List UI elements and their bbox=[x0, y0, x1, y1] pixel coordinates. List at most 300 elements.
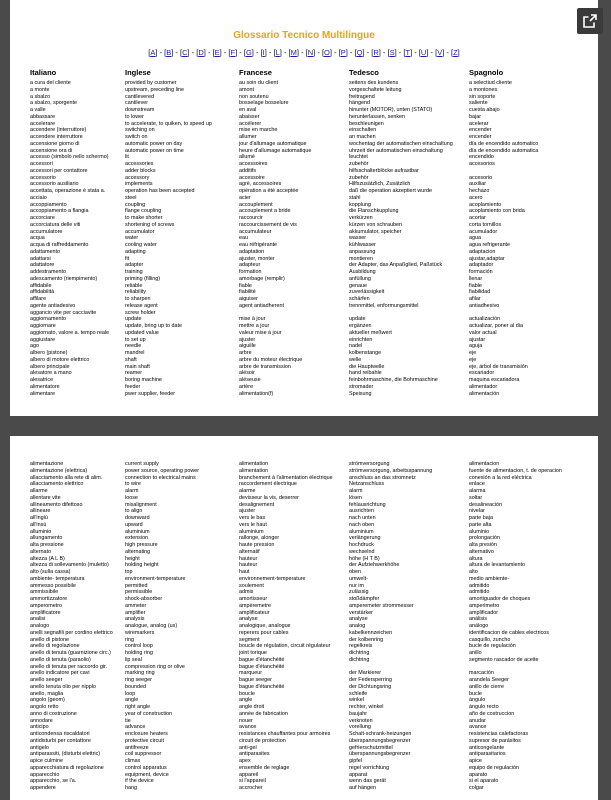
term-row: hängend bbox=[349, 100, 370, 107]
term-row: trennmittel, enformungsmittel bbox=[349, 302, 419, 309]
term-row: segmento rascador de aceite bbox=[469, 656, 539, 663]
french-column bbox=[239, 68, 352, 397]
term-row: marcación bbox=[469, 670, 494, 677]
term-row: hauteur bbox=[239, 562, 258, 569]
term-row: analyse bbox=[349, 616, 368, 623]
term-row: anello di regolazione bbox=[30, 643, 80, 650]
term-row: acoplamiento con brida bbox=[469, 208, 525, 215]
term-row: freitragend bbox=[349, 93, 375, 100]
term-row: upstream, preceding line bbox=[125, 86, 185, 93]
alphabet-link-b[interactable]: B bbox=[166, 48, 172, 57]
alphabet-link-o[interactable]: O bbox=[324, 48, 330, 57]
term-row: amperemeter strommesser bbox=[349, 602, 414, 609]
term-row: antidisturbi per contattore bbox=[30, 737, 91, 744]
term-row: ausrichten bbox=[349, 508, 374, 515]
term-row: accélerer bbox=[239, 120, 262, 127]
term-row: colgar bbox=[469, 785, 484, 791]
term-row: training bbox=[125, 269, 143, 275]
term-row: ammissibile bbox=[30, 589, 59, 596]
term-row: verkürzen bbox=[349, 215, 373, 221]
term-row: reliable bbox=[125, 282, 143, 289]
term-row: anello, maglia bbox=[30, 690, 64, 697]
column-header-inglese: Inglese bbox=[125, 68, 151, 77]
term-row: admitido bbox=[469, 589, 490, 596]
term-row: fiabilité bbox=[239, 289, 256, 296]
term-row: der Markierer bbox=[349, 670, 382, 677]
term-row: verknoten bbox=[349, 717, 373, 724]
term-row: accettata, operazione è stata a. bbox=[30, 188, 106, 194]
term-row: ring seeger bbox=[125, 677, 152, 683]
term-row: aguja bbox=[469, 343, 483, 350]
term-row: bucle de regulación bbox=[469, 643, 516, 650]
term-row: shaft bbox=[125, 356, 137, 363]
term-row: angle bbox=[125, 697, 139, 704]
term-row: enclosure heaters bbox=[125, 731, 168, 737]
term-row: accorciare bbox=[30, 215, 55, 221]
term-row: accorciatura delle viti bbox=[30, 221, 81, 228]
term-row: heure d'allumage automatique bbox=[239, 147, 312, 154]
term-row: agrè, accessoires bbox=[239, 181, 282, 188]
term-row: wochentag der automatischen einschaltung bbox=[349, 140, 453, 147]
term-row: corta tornillos bbox=[469, 221, 502, 228]
term-row: anello seeger bbox=[30, 677, 63, 683]
term-row: amperometro bbox=[30, 602, 63, 609]
alphabet-link-f[interactable]: F bbox=[230, 48, 236, 57]
term-row: wenn das gerät bbox=[349, 778, 386, 785]
term-row: pwer supplier, feeder bbox=[125, 390, 176, 397]
term-row: mettre a jour bbox=[239, 323, 270, 329]
alphabet-link-z[interactable]: Z bbox=[453, 48, 458, 57]
spanish-terms-p2 bbox=[469, 461, 581, 792]
term-row: tie bbox=[125, 717, 131, 724]
term-row: anfüllung bbox=[349, 275, 371, 282]
term-row: alesatrice bbox=[30, 377, 54, 383]
term-row: casquillo, zuncho bbox=[469, 636, 511, 643]
term-row: acqua di raffreddamento bbox=[30, 242, 89, 248]
term-row: extension bbox=[125, 535, 149, 542]
term-row: bajar bbox=[469, 113, 481, 120]
term-row: analogo bbox=[30, 623, 50, 629]
term-row: advance bbox=[125, 724, 146, 731]
term-row: accessories bbox=[125, 161, 154, 167]
term-row: actualización bbox=[469, 316, 501, 323]
term-row: allumer bbox=[239, 134, 257, 140]
term-row: antiparasites bbox=[239, 751, 270, 758]
alphabet-link-v[interactable]: V bbox=[437, 48, 443, 57]
alphabet-separator: - bbox=[298, 48, 306, 57]
alphabet-link-i[interactable]: I bbox=[262, 48, 265, 57]
term-row: accessorio ausiliario bbox=[30, 181, 79, 188]
term-row: adapteur bbox=[239, 262, 261, 269]
term-row: aléseuse bbox=[239, 377, 261, 383]
term-row: altezza (A L B) bbox=[30, 555, 65, 562]
term-row: adder blocks bbox=[125, 167, 156, 174]
term-row: alesatore a mano bbox=[30, 370, 72, 377]
term-row: dichtring bbox=[349, 650, 370, 656]
term-row: antiparassiti, (disturbi elettric) bbox=[30, 751, 101, 758]
term-row: automatic power on day bbox=[125, 140, 183, 147]
term-row: automatic power on time bbox=[125, 147, 184, 154]
term-row: ammeter bbox=[125, 602, 147, 609]
term-row: nadel bbox=[349, 343, 363, 350]
alphabet-link-g[interactable]: G bbox=[245, 48, 252, 57]
term-row: nach oben bbox=[349, 521, 375, 528]
term-row: ajuster bbox=[239, 336, 256, 343]
alphabet-link-n[interactable]: N bbox=[307, 48, 314, 57]
term-row: albero (pistone) bbox=[30, 350, 68, 356]
term-row: stahl bbox=[349, 194, 361, 201]
alphabet-link-p[interactable]: P bbox=[340, 48, 346, 57]
alphabet-separator: - bbox=[315, 48, 322, 57]
term-row: análisis bbox=[469, 616, 487, 623]
term-row: hang bbox=[125, 785, 137, 791]
term-row: alimentatore bbox=[30, 383, 60, 390]
term-row: anillo de cierre bbox=[469, 683, 505, 690]
term-row: switching on bbox=[125, 127, 155, 134]
term-row: adaptacion bbox=[469, 248, 496, 255]
term-row: llenar bbox=[469, 275, 483, 282]
term-row: equipo de regulación bbox=[469, 764, 520, 771]
term-row: joint torique bbox=[239, 650, 267, 656]
term-row: ángulo recto bbox=[469, 704, 499, 710]
term-row: adattatore bbox=[30, 262, 55, 269]
term-row: fuente de alimentacion, t. de operacion bbox=[469, 467, 562, 474]
term-row: ammortizzatore bbox=[30, 596, 68, 602]
term-row: der Aufziehwerkhöhe bbox=[349, 562, 400, 569]
term-row: acier bbox=[239, 194, 251, 201]
term-row: accensione giorno di bbox=[30, 140, 80, 147]
term-row: altezza di sollevamento (muletto) bbox=[30, 562, 109, 569]
term-row: arbre bbox=[239, 350, 252, 356]
term-row: anschluss an das stromnetz bbox=[349, 474, 416, 481]
term-row: alternativo bbox=[469, 548, 494, 555]
alphabet-separator: - bbox=[396, 48, 404, 57]
term-row: eje bbox=[469, 350, 477, 356]
alphabet-separator: - bbox=[444, 48, 451, 57]
alphabet-link-q[interactable]: Q bbox=[356, 48, 363, 57]
term-row: alimentación bbox=[469, 390, 500, 397]
term-row: acortar bbox=[469, 215, 486, 221]
term-row: apparat bbox=[349, 771, 368, 778]
term-row: formation bbox=[239, 269, 262, 275]
alphabet-link-a[interactable]: A bbox=[150, 48, 156, 57]
term-row: ring bbox=[125, 636, 134, 643]
term-row: anpassung bbox=[349, 248, 376, 255]
term-row: stoßdämpfer bbox=[349, 596, 380, 602]
term-row: agua refrigerante bbox=[469, 242, 511, 248]
alphabet-link-c[interactable]: C bbox=[182, 48, 188, 57]
term-row: alimentation(f) bbox=[239, 390, 274, 397]
term-row: anelli segnafili per cordino elettrico bbox=[30, 629, 113, 636]
term-row: accelerare bbox=[30, 120, 56, 127]
term-row: a monte bbox=[30, 86, 50, 93]
term-row: altura de levantamiento bbox=[469, 562, 526, 569]
term-row: höhe (H T B) bbox=[349, 555, 380, 562]
term-row: genaue bbox=[349, 282, 367, 289]
term-row: update bbox=[125, 316, 142, 323]
italian-terms bbox=[30, 80, 134, 397]
term-row: aparato bbox=[469, 771, 488, 778]
term-row: día de encendido automatico bbox=[469, 140, 539, 147]
term-row: update bbox=[349, 316, 366, 323]
term-row: adattarsi bbox=[30, 255, 51, 262]
term-row: vorgeschaltete leitung bbox=[349, 86, 402, 93]
term-row: sin soporte bbox=[469, 93, 496, 100]
term-row: angle droit bbox=[239, 704, 265, 710]
term-row: vers le bas bbox=[239, 515, 266, 521]
alphabet-link-u[interactable]: U bbox=[420, 48, 427, 57]
alphabet-separator: - bbox=[205, 48, 213, 57]
term-row: alta pressione bbox=[30, 542, 64, 548]
term-row: nivelar bbox=[469, 508, 485, 515]
term-row: kolbenstange bbox=[349, 350, 382, 356]
term-row: schleife bbox=[349, 690, 368, 697]
term-row: release agent bbox=[125, 302, 158, 309]
term-row: bague seeger bbox=[239, 677, 272, 683]
term-row: equipment, device bbox=[125, 771, 169, 778]
term-row: albero di motore elettrico bbox=[30, 356, 90, 363]
term-row: anello di tenuta per raccordo gir. bbox=[30, 663, 108, 670]
term-row: alimentare bbox=[30, 390, 56, 397]
term-row: rechter, winkel bbox=[349, 704, 384, 710]
term-row: to wire bbox=[125, 481, 141, 488]
term-row: alimentador bbox=[469, 383, 498, 390]
term-row: admitido bbox=[469, 582, 490, 589]
term-row: boucle de régulation, circuit régulateur bbox=[239, 643, 331, 650]
german-terms bbox=[349, 80, 469, 397]
alphabet-link-s[interactable]: S bbox=[389, 48, 395, 57]
term-row: alluminio bbox=[30, 528, 52, 535]
term-row: enlace bbox=[469, 481, 485, 488]
term-row: anudar bbox=[469, 717, 486, 724]
term-row: accessory bbox=[125, 174, 150, 181]
term-row: shortening of screws bbox=[125, 221, 175, 228]
french-terms bbox=[239, 80, 352, 397]
alphabet-separator: - bbox=[412, 48, 419, 57]
term-row: ergänzen bbox=[349, 323, 372, 329]
term-row: opération a été acceptée bbox=[239, 188, 299, 194]
term-row: circuit de protection bbox=[239, 737, 286, 744]
german-column-p2 bbox=[349, 461, 469, 792]
term-row: Schalt-schrank-heizungen bbox=[349, 731, 412, 737]
term-row: a cura del cliente bbox=[30, 80, 71, 86]
term-row: aggiornato, valore a. tempo reale bbox=[30, 329, 110, 336]
term-row: screw holder bbox=[125, 309, 156, 316]
alphabet-link-d[interactable]: D bbox=[198, 48, 204, 57]
term-row: boring machine bbox=[125, 377, 162, 383]
term-row: year of construction bbox=[125, 710, 173, 717]
term-row: alimentazione bbox=[30, 461, 64, 467]
term-row: all'ingiù bbox=[30, 515, 48, 521]
term-row: Netzanschluss bbox=[349, 481, 385, 488]
term-row: daß die operation akzeptiert wurde bbox=[349, 188, 433, 194]
term-row: adaptation bbox=[239, 248, 265, 255]
term-row: switch on bbox=[125, 134, 148, 140]
term-row bbox=[469, 168, 581, 175]
column-header-spagnolo: Spagnolo bbox=[469, 68, 504, 77]
term-row: anno di costruzione bbox=[30, 710, 77, 717]
term-row: flange coupling bbox=[125, 208, 162, 215]
term-row: amplificatore bbox=[30, 609, 61, 616]
glossary-title: Glossario Tecnico Multilingue bbox=[233, 30, 375, 41]
alphabet-separator: - bbox=[157, 48, 165, 57]
term-row bbox=[469, 310, 581, 317]
term-row: kopplung bbox=[349, 201, 371, 208]
term-row: oben bbox=[349, 569, 361, 575]
term-row: fiable bbox=[239, 282, 252, 289]
term-row: zuverlässigkeit bbox=[349, 289, 385, 296]
term-row bbox=[469, 664, 581, 671]
french-column-p2 bbox=[239, 461, 352, 792]
term-row: agent antiadherent bbox=[239, 302, 284, 309]
term-row: analyse bbox=[239, 616, 258, 623]
english-column bbox=[125, 68, 238, 397]
term-row: amortiguador de choques bbox=[469, 596, 531, 602]
term-row: appendere bbox=[30, 785, 56, 791]
term-row: accouplement bbox=[239, 201, 273, 208]
term-row: wasser bbox=[349, 235, 367, 242]
term-row: accesorio bbox=[469, 174, 493, 181]
term-row: resistencias calefactoras bbox=[469, 731, 529, 737]
term-row: updated value bbox=[125, 329, 159, 336]
term-row: dichtring bbox=[349, 656, 370, 663]
term-row: amortisseur bbox=[239, 596, 268, 602]
term-row: mandrel bbox=[125, 350, 145, 356]
term-row: accessorio bbox=[30, 174, 56, 181]
term-row: aiguille bbox=[239, 343, 256, 350]
term-row bbox=[239, 310, 352, 317]
term-row: accoppiamento bbox=[30, 201, 67, 208]
term-row: amplificateur bbox=[239, 609, 270, 616]
alphabet-link-l[interactable]: L bbox=[275, 48, 280, 57]
term-row: anello indicatore per cavi bbox=[30, 670, 90, 677]
term-row: schärfen bbox=[349, 296, 370, 302]
term-row: stromader bbox=[349, 383, 374, 390]
term-row: hand reibahle bbox=[349, 370, 382, 377]
italian-terms-p2 bbox=[30, 461, 134, 792]
term-row: all'insù bbox=[30, 521, 47, 528]
expand-button[interactable] bbox=[577, 8, 603, 34]
glossary-page-1 bbox=[10, 0, 598, 416]
term-row: eje, árbol de transmisión bbox=[469, 363, 528, 370]
term-row: reamer bbox=[125, 370, 143, 377]
term-row: acoplamiento bbox=[469, 201, 502, 208]
term-row bbox=[349, 310, 469, 317]
term-row: annodare bbox=[30, 717, 53, 724]
term-row: lip seal bbox=[125, 656, 142, 663]
term-row: upward bbox=[125, 521, 143, 528]
term-row: a sbalzo, sporgente bbox=[30, 100, 78, 107]
term-row: valor actual bbox=[469, 329, 497, 336]
term-row: coupling bbox=[125, 201, 146, 208]
term-row: operation has been accepted bbox=[125, 188, 195, 194]
term-row: aggiornare bbox=[30, 323, 56, 329]
term-row: steel bbox=[125, 194, 137, 201]
french-terms-p2 bbox=[239, 461, 352, 792]
term-row: high pressure bbox=[125, 542, 158, 548]
term-row: eau réfrigérante bbox=[239, 242, 278, 248]
term-row: accouplement a bride bbox=[239, 208, 291, 215]
term-row bbox=[349, 664, 469, 671]
term-row: baujahr bbox=[349, 710, 367, 717]
term-row: winkel bbox=[349, 697, 364, 704]
term-row: holding ring bbox=[125, 650, 153, 656]
term-row: acqua bbox=[30, 235, 45, 242]
term-row: aggiustare bbox=[30, 336, 56, 343]
alphabet-link-t[interactable]: T bbox=[405, 48, 411, 57]
term-row: amperimetro bbox=[469, 602, 500, 609]
term-row: altura bbox=[469, 555, 483, 562]
term-row: allentare vite bbox=[30, 494, 61, 501]
term-row: saliente bbox=[469, 100, 488, 107]
term-row: Ausbildung bbox=[349, 269, 376, 275]
alphabet-separator: - bbox=[331, 48, 339, 57]
term-row: anticongelante bbox=[469, 744, 505, 751]
term-row: au soin du client bbox=[239, 80, 278, 86]
term-row: boucle bbox=[239, 690, 255, 697]
term-row: aktueller meßwert bbox=[349, 329, 392, 336]
term-row: wechselnd bbox=[349, 548, 375, 555]
term-row: aiguiser bbox=[239, 296, 258, 302]
term-row: alto (sulla cassa) bbox=[30, 569, 71, 575]
term-row: accessori per contattore bbox=[30, 167, 88, 174]
term-row: arbre du moteur électrique bbox=[239, 356, 303, 363]
term-row: apice bbox=[469, 758, 482, 764]
term-row: to set up bbox=[125, 336, 146, 343]
term-row: umwelt- bbox=[349, 575, 368, 582]
term-row: anello di tenuta (guarnizione circ.) bbox=[30, 650, 111, 656]
term-row: ajuster, monter bbox=[239, 255, 275, 262]
spanish-column-p2 bbox=[469, 461, 581, 792]
term-row: gipfel bbox=[349, 758, 362, 764]
term-row: apice culmine bbox=[30, 758, 63, 764]
term-row: alarm bbox=[125, 488, 139, 494]
term-row: prolongación bbox=[469, 535, 500, 542]
term-row: accrocher bbox=[239, 785, 263, 791]
term-row: die Flanschkupplung bbox=[349, 208, 399, 215]
term-row: power source, operating power bbox=[125, 467, 200, 474]
alphabet-link-e[interactable]: E bbox=[214, 48, 220, 57]
term-row: permissible bbox=[125, 589, 153, 596]
term-row: alternatif bbox=[239, 548, 260, 555]
term-row: formación bbox=[469, 269, 493, 275]
term-row: alternating bbox=[125, 548, 151, 555]
term-row: right angle bbox=[125, 704, 151, 710]
term-row: hinunter (MOTOR), unten (STATO) bbox=[349, 107, 433, 113]
term-row: eau bbox=[239, 235, 248, 242]
term-row: permitted bbox=[125, 582, 148, 589]
term-row: ago bbox=[30, 343, 39, 350]
term-row: analog bbox=[349, 623, 366, 629]
term-row: actualizar, poner al dia bbox=[469, 323, 523, 329]
term-row: nur im bbox=[349, 582, 364, 589]
term-row: der kolbenring bbox=[349, 636, 384, 643]
term-row: alarm bbox=[349, 488, 363, 494]
term-row: raccourcir bbox=[239, 215, 263, 221]
alphabet-link-m[interactable]: M bbox=[290, 48, 297, 57]
term-row: albero principale bbox=[30, 363, 70, 370]
german-terms-p2 bbox=[349, 461, 469, 792]
term-row: bague d'étanchéité bbox=[239, 683, 285, 690]
term-row: to lower bbox=[125, 113, 144, 120]
term-row: aluminium bbox=[239, 528, 264, 535]
alphabet-separator: - bbox=[281, 48, 289, 57]
alphabet-link-r[interactable]: R bbox=[373, 48, 379, 57]
term-row: anticondensa riscaldatori bbox=[30, 731, 90, 737]
spanish-column bbox=[469, 68, 581, 397]
term-row: valeur mise à jour bbox=[239, 329, 282, 336]
term-row: accensione ora di bbox=[30, 147, 73, 154]
